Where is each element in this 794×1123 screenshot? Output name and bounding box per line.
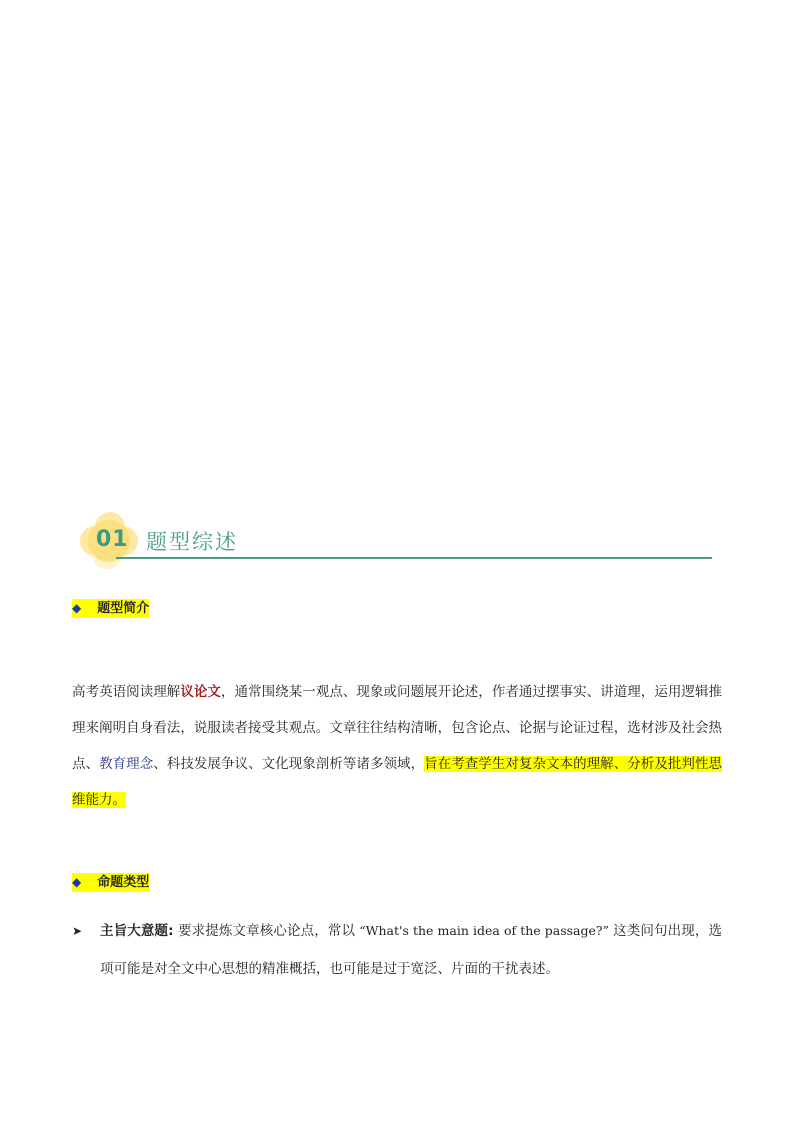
subhead-intro [72, 597, 149, 616]
bullet-label: 主旨大意题: [100, 923, 174, 939]
subhead-types [72, 871, 149, 890]
section-divider [116, 557, 712, 559]
section-number: 01 [96, 527, 129, 552]
bullet-text-1: 要求提炼文章核心论点，常以 [173, 923, 356, 939]
section-header [80, 512, 712, 572]
flower-badge-icon [80, 512, 140, 570]
subhead-label: 题型简介 [97, 601, 150, 616]
diamond-bullet-icon: ◆ [72, 875, 82, 889]
intro-paragraph [72, 674, 722, 818]
intro-text-1: 高考英语阅读理解 [72, 684, 181, 700]
bullet-text-2: 这类问句出现，选项可能是对全文中心思想的精准概括，也可能是过于宽泛、片面的干扰表述。 [100, 923, 722, 977]
intro-text-2: ，通常围绕某一观点、现象或问题展开论述，作者通过摆事实、讲道理，运用逻辑推理来阐明自身看法，说服读者接受其观点。文章往往结构清晰，包含论点、论据与论证过程，选材涉及社会热点、 [72, 684, 723, 772]
arrow-bullet-icon: ➤ [72, 924, 83, 938]
subhead-label: 命题类型 [97, 875, 150, 890]
intro-text-3: 、科技发展争议、文化现象剖析等诸多领域， [153, 756, 425, 772]
section-title: 题型综述 [146, 530, 238, 554]
intro-highlight: 旨在考查学生对复杂文本的理解、分析及批判性思维能力。 [72, 756, 723, 808]
intro-keyword: 议论文 [180, 684, 221, 700]
bullet-question: “What's the main idea of the passage?” [355, 923, 614, 938]
bullet-main-idea [72, 912, 722, 988]
intro-link-text: 教育理念 [99, 756, 154, 772]
diamond-bullet-icon: ◆ [72, 601, 82, 615]
